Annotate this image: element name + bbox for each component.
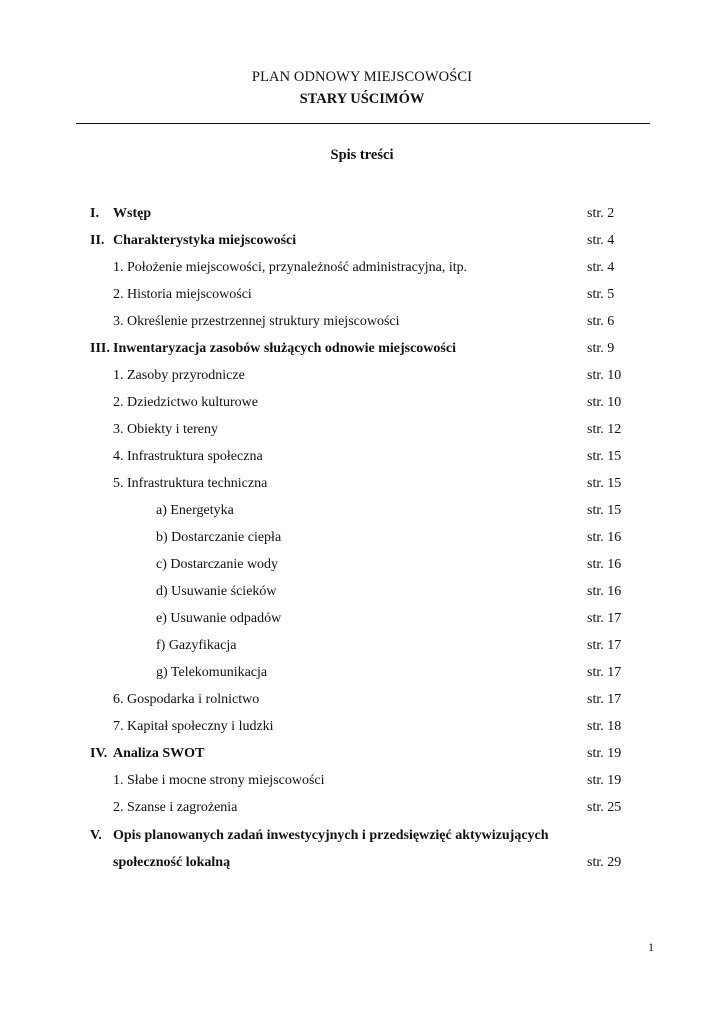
toc-entry — [0, 636, 724, 656]
toc-entry-page: str. 16 — [587, 584, 622, 599]
toc-entry-title: Analiza SWOT — [113, 746, 205, 761]
toc-entry — [0, 420, 724, 440]
toc-heading: Spis treści — [330, 147, 394, 163]
toc-entry-page: str. 15 — [587, 476, 622, 491]
toc-entry-title: c) Dostarczanie wody — [156, 557, 279, 572]
toc-entry-title: Wstęp — [113, 206, 152, 221]
toc-entry-page: str. 15 — [587, 449, 622, 464]
toc-entry-page: str. 17 — [587, 692, 622, 707]
toc-entry — [0, 474, 724, 494]
toc-entry-page: str. 17 — [587, 611, 622, 626]
toc-entry — [0, 744, 724, 764]
toc-entry-page: str. 25 — [587, 800, 622, 815]
toc-entry-page: str. 4 — [587, 233, 615, 248]
toc-entry-page: str. 5 — [587, 287, 615, 302]
toc-entry-title: społeczność lokalną — [113, 855, 231, 870]
toc-entry — [0, 582, 724, 602]
toc-entry-title: Charakterystyka miejscowości — [113, 233, 297, 248]
toc-entry-title: d) Usuwanie ścieków — [156, 584, 277, 599]
toc-entry-page: str. 29 — [587, 855, 622, 870]
toc-entry — [0, 501, 724, 521]
toc-entry-page: str. 2 — [587, 206, 615, 221]
toc-entry-page: str. 4 — [587, 260, 615, 275]
document-title-line2: STARY UŚCIMÓW — [299, 91, 425, 107]
document-title-line1: PLAN ODNOWY MIEJSCOWOŚCI — [251, 69, 473, 85]
toc-entry-page: str. 16 — [587, 557, 622, 572]
toc-entry-page: str. 19 — [587, 746, 622, 761]
toc-entry-title: 1. Położenie miejscowości, przynależność administracyjna, itp. — [113, 260, 468, 275]
toc-entry — [0, 204, 724, 224]
toc-entry-number: I. — [90, 206, 99, 221]
toc-entry — [0, 826, 724, 846]
toc-entry — [0, 717, 724, 737]
toc-entry — [0, 285, 724, 305]
toc-entry — [0, 258, 724, 278]
toc-entry-title: 7. Kapitał społeczny i ludzki — [113, 719, 274, 734]
toc-entry-title: 3. Obiekty i tereny — [113, 422, 218, 437]
toc-entry-number: II. — [90, 233, 105, 248]
toc-entry-title: 4. Infrastruktura społeczna — [113, 449, 263, 464]
toc-entry-title: 1. Słabe i mocne strony miejscowości — [113, 773, 325, 788]
toc-entry-title: b) Dostarczanie ciepła — [156, 530, 282, 545]
toc-entry-title: Inwentaryzacja zasobów służących odnowie miejscowości — [113, 341, 456, 356]
toc-entry-page: str. 10 — [587, 368, 622, 383]
toc-entry-page: str. 19 — [587, 773, 622, 788]
toc-entry-title: 2. Dziedzictwo kulturowe — [113, 395, 259, 410]
toc-entry — [0, 771, 724, 791]
toc-entry — [0, 663, 724, 683]
toc-entry-number: V. — [90, 828, 102, 843]
toc-entry — [0, 798, 724, 818]
toc-entry — [0, 312, 724, 332]
toc-entry-page: str. 9 — [587, 341, 615, 356]
toc-entry-title: 5. Infrastruktura techniczna — [113, 476, 268, 491]
toc-entry — [0, 339, 724, 359]
toc-entry — [0, 447, 724, 467]
toc-entry-title: f) Gazyfikacja — [156, 638, 237, 653]
toc-entry-page: str. 12 — [587, 422, 622, 437]
toc-entry-title: 3. Określenie przestrzennej struktury miejscowości — [113, 314, 400, 329]
toc-entry-page: str. 18 — [587, 719, 622, 734]
toc-entry-title: 1. Zasoby przyrodnicze — [113, 368, 245, 383]
toc-entry-title: Opis planowanych zadań inwestycyjnych i przedsięwzięć aktywizujących — [113, 828, 549, 843]
toc-entry — [0, 528, 724, 548]
toc-entry-page: str. 16 — [587, 530, 622, 545]
toc-entry-page: str. 6 — [587, 314, 615, 329]
toc-entry-title: 2. Historia miejscowości — [113, 287, 252, 302]
toc-entry — [0, 555, 724, 575]
toc-entry — [0, 853, 724, 873]
toc-entry-page: str. 10 — [587, 395, 622, 410]
toc-entry-title: e) Usuwanie odpadów — [156, 611, 282, 626]
toc-entry — [0, 690, 724, 710]
toc-entry-number: III. — [90, 341, 110, 356]
toc-entry-title: 2. Szanse i zagrożenia — [113, 800, 238, 815]
toc-entry — [0, 393, 724, 413]
toc-entry-page: str. 17 — [587, 638, 622, 653]
toc-entry-page: str. 17 — [587, 665, 622, 680]
toc-entry — [0, 609, 724, 629]
toc-entry-title: 6. Gospodarka i rolnictwo — [113, 692, 260, 707]
toc-entry-title: g) Telekomunikacja — [156, 665, 268, 680]
toc-entry — [0, 231, 724, 251]
toc-entry-page: str. 15 — [587, 503, 622, 518]
toc-entry-title: a) Energetyka — [156, 503, 234, 518]
toc-entry — [0, 366, 724, 386]
toc-entry-number: IV. — [90, 746, 108, 761]
page-number: 1 — [648, 940, 654, 954]
